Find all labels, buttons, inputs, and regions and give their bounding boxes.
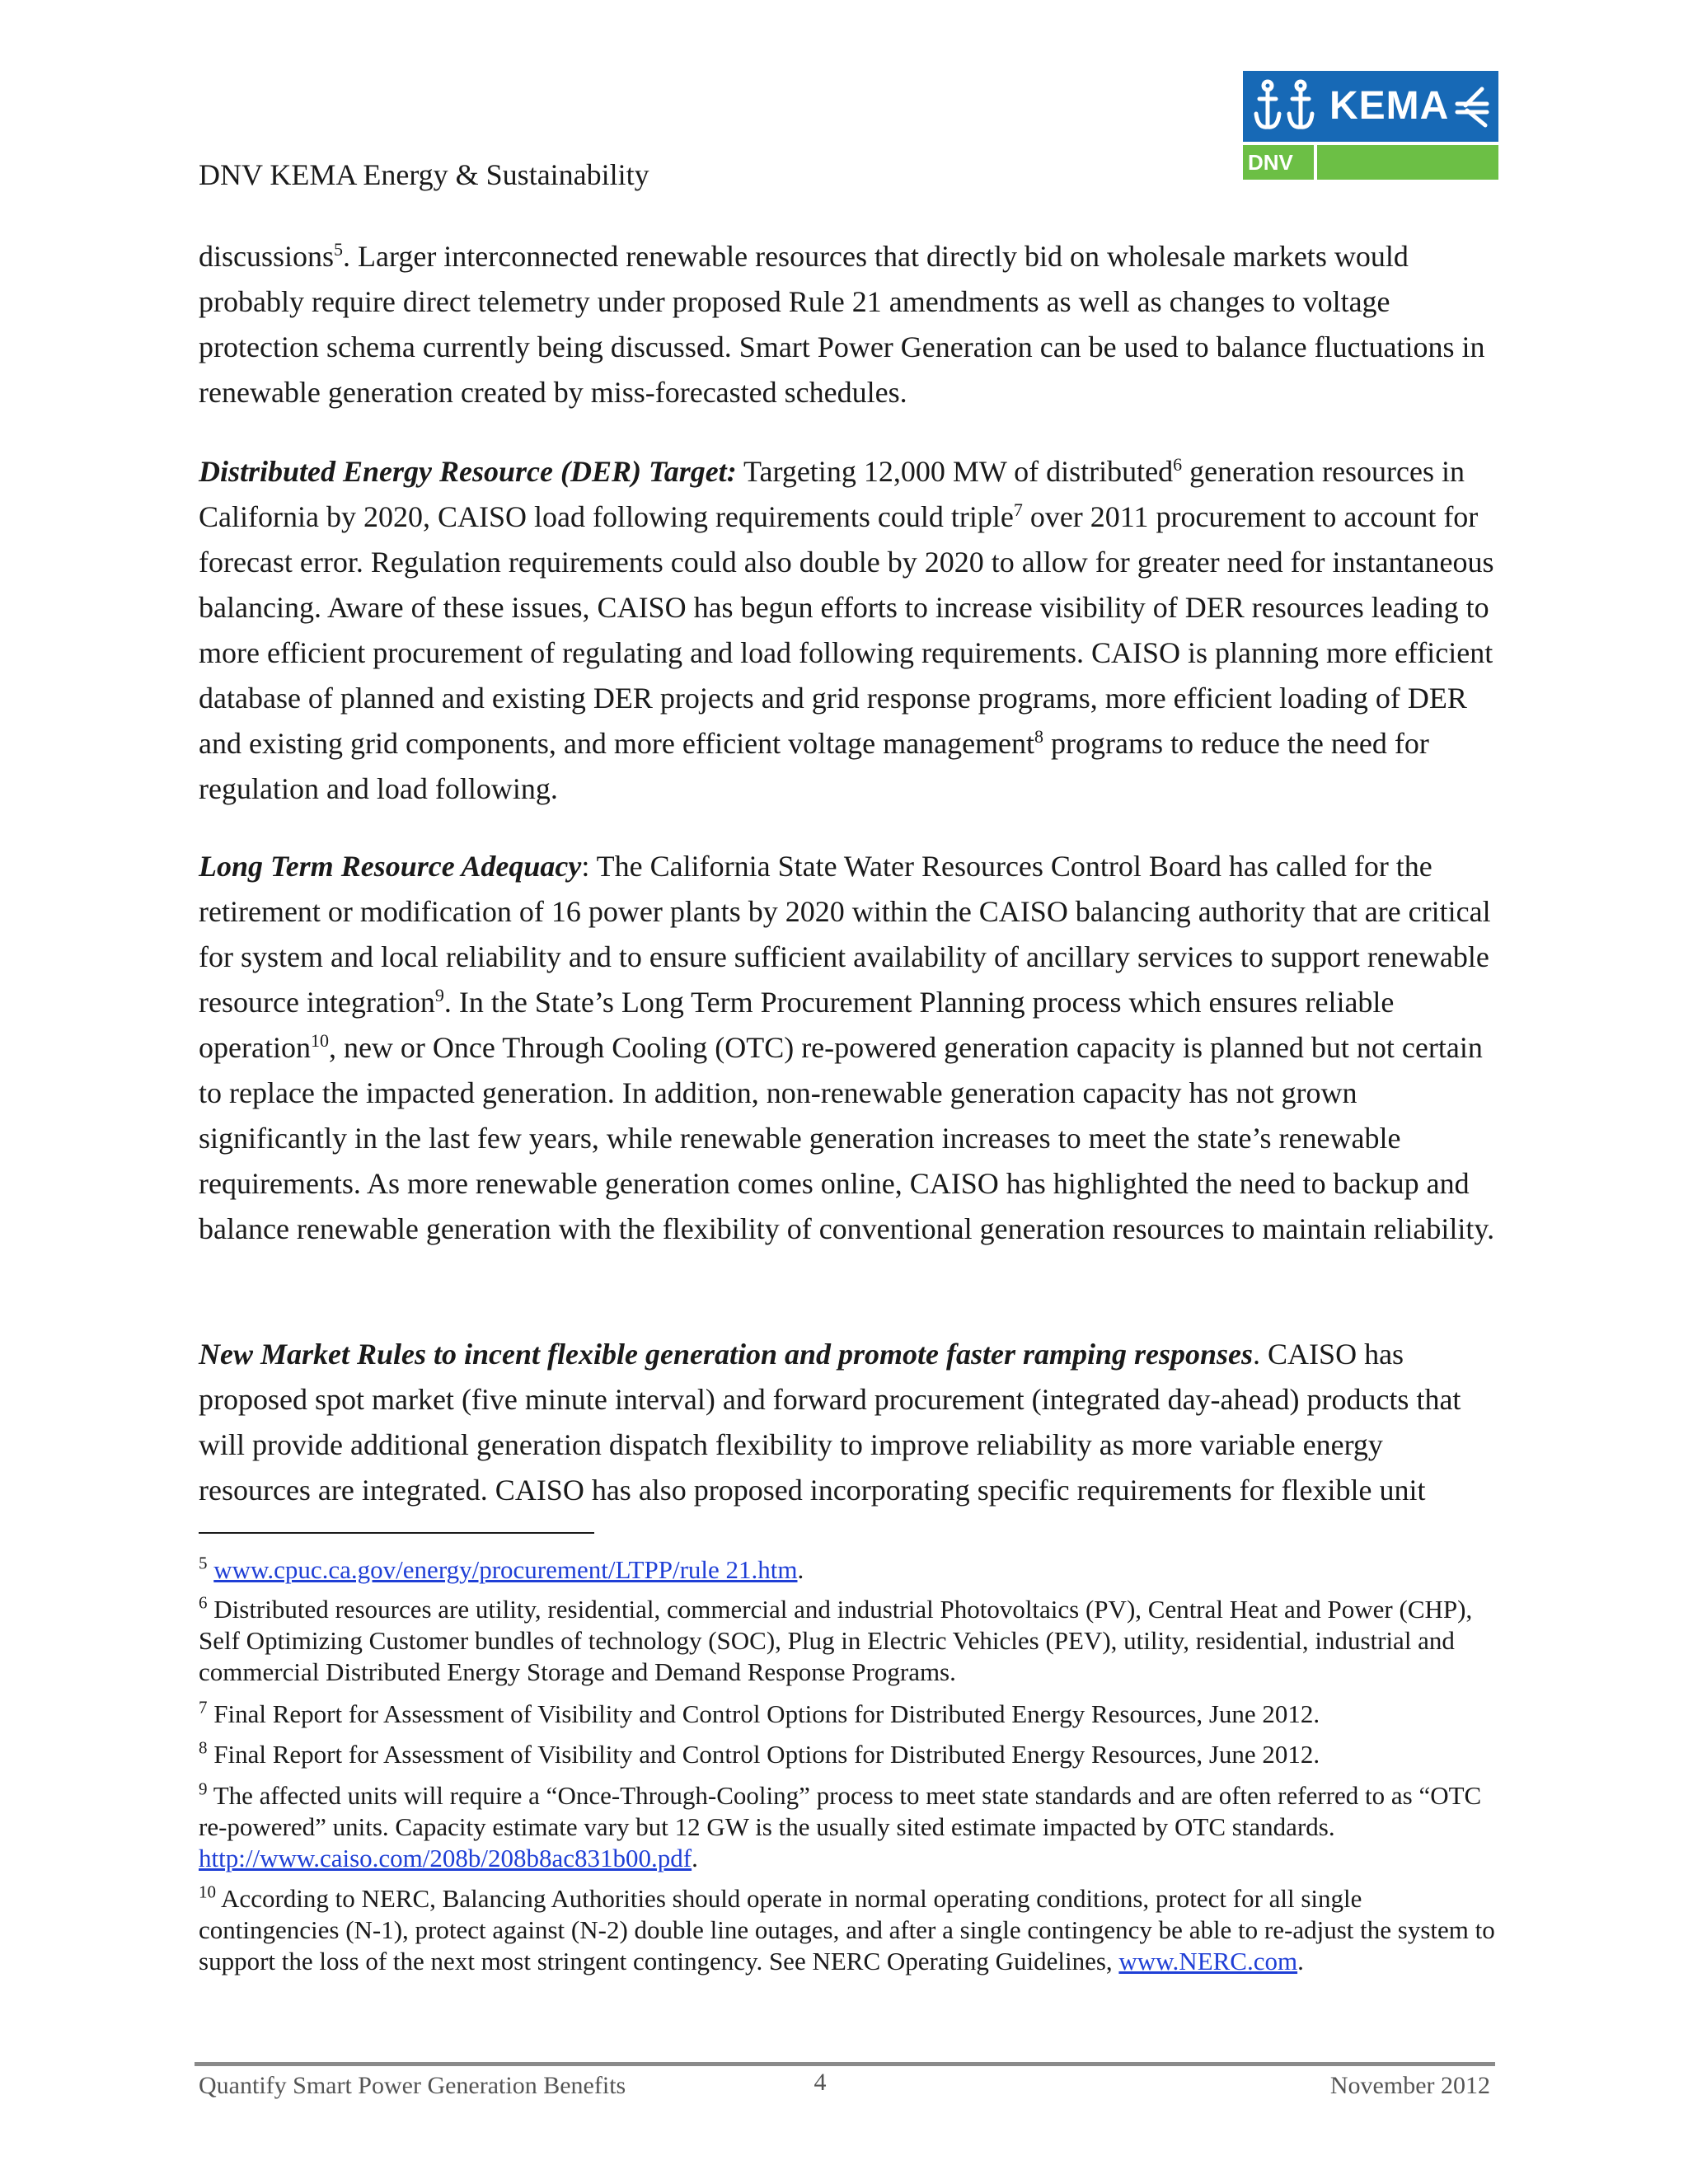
footnote-ref[interactable]: 9: [434, 985, 444, 1005]
footnote-ref[interactable]: 6: [1173, 454, 1183, 475]
footnote-ref[interactable]: 10: [310, 1030, 329, 1051]
footnote-ref[interactable]: 7: [1013, 499, 1023, 520]
paragraph-market-rules: New Market Rules to incent flexible generation and promote faster ramping responses. CAISO has proposed spot market (five minute interval) and forward procurement (integrated day-ahead) products that will provide additional generation dispatch flexibility to improve reliability as more variable energy resources are integrated. CAISO has also proposed incorporating specific requirements for flexible unit: [199, 1338, 1461, 1507]
paragraph-der-target: Distributed Energy Resource (DER) Target: Targeting 12,000 MW of distributed$^6$ generation resources in California by 2020, CAISO load following requirements could triple$^7$ over 2011 procurement to account for forecast error. Regulation requirements could also double by 2020 to allow for greater need for instantaneous balancing. Aware of these issues, CAISO has begun efforts to increase visibility of DER resources leading to more efficient procurement of regulating and load following requirements. CAISO is planning more efficient database of planned and existing DER projects and grid response programs, more efficient loading of DER and existing grid components, and more efficient voltage management$^8$ programs to reduce the need for regulation and load following.: [199, 454, 1494, 805]
footnote-link[interactable]: www.NERC.com: [1118, 1947, 1298, 1975]
anchor-figures-icon: [1251, 77, 1319, 135]
paragraph-1: discussions$^5$. Larger interconnected renewable resources that directly bid on wholesale markets would probably require direct telemetry under proposed Rule 21 amendments as well as changes to voltage protection schema currently being discussed. Smart Power Generation can be used to balance fluctuations in renewable generation created by miss-forecasted schedules.: [199, 239, 1485, 409]
footnote-ref[interactable]: 8: [1034, 726, 1044, 747]
footer-rule: [195, 2062, 1495, 2066]
footnote-separator: [199, 1532, 594, 1534]
logo-blue-band: [1243, 71, 1498, 142]
footnote-5: $^5$ www.cpuc.ca.gov/energy/procurement/LTPP/rule 21.htm.: [199, 1553, 804, 1584]
footnote-ref[interactable]: 5: [334, 239, 344, 260]
footnote-link[interactable]: www.cpuc.ca.gov/energy/procurement/LTPP/rule 21.htm: [213, 1555, 798, 1584]
footnote-10: $^{10}$ According to NERC, Balancing Authorities should operate in normal operating conditions, protect for all single contingencies (N-1), protect against (N-2) double line outages, and after a single contingency be able to re-adjust the system to support the loss of the next most stringent contingency. See NERC Operating Guidelines, www.NERC.com.: [199, 1882, 1495, 1975]
page-number: 4: [814, 2069, 827, 2096]
logo-sub-brand-text: DNV: [1248, 150, 1293, 175]
logo-green-band-right: [1317, 145, 1498, 180]
footnote-link[interactable]: http://www.caiso.com/208b/208b8ac831b00.pdf: [199, 1844, 692, 1872]
footer-date: November 2012: [1329, 2072, 1490, 2099]
logo-brand-text: KEMA: [1329, 84, 1450, 128]
logo-green-band-left: [1243, 145, 1314, 180]
footnote-6: $^6$ Distributed resources are utility, residential, commercial and industrial Photovoltaics (PV), Central Heat and Power (CHP), Self Optimizing Customer bundles of technology (SOC), Plug in Electric Vehicles (PEV), utility, residential, industrial and commercial Distributed Energy Storage and Demand Response Programs.: [199, 1592, 1473, 1686]
paragraph-heading: Long Term Resource Adequacy: [199, 850, 582, 883]
kema-anchor-logo-icon: [1243, 71, 1498, 180]
kema-mark-icon: [1452, 84, 1492, 129]
footnote-8: $^8$ Final Report for Assessment of Visibility and Control Options for Distributed Energy Resources, June 2012.: [199, 1737, 1320, 1769]
paragraph-heading: New Market Rules to incent flexible generation and promote faster ramping responses: [199, 1338, 1254, 1371]
header-organization: DNV KEMA Energy & Sustainability: [199, 158, 649, 191]
footnote-7: $^7$ Final Report for Assessment of Visibility and Control Options for Distributed Energy Resources, June 2012.: [199, 1697, 1320, 1728]
footnote-9: $^9$ The affected units will require a “Once-Through-Cooling” process to meet state standards and are often referred to as “OTC re-powered” units. Capacity estimate vary but 12 GW is the usually sited estimate impacted by OTC standards. http://www.caiso.com/208b/208b8ac831b00.pdf.: [199, 1779, 1482, 1872]
footer-document-title: Quantify Smart Power Generation Benefits: [199, 2072, 626, 2099]
paragraph-resource-adequacy: Long Term Resource Adequacy: The California State Water Resources Control Board has called for the retirement or modification of 16 power plants by 2020 within the CAISO balancing authority that are critical for system and local reliability and to ensure sufficient availability of ancillary services to support renewable resource integration$^9$. In the State’s Long Term Procurement Planning process which ensures reliable operation$^{10}$, new or Once Through Cooling (OTC) re-powered generation capacity is planned but not certain to replace the impacted generation. In addition, non-renewable generation capacity has not grown significantly in the last few years, while renewable generation increases to meet the state’s renewable requirements. As more renewable generation comes online, CAISO has highlighted the need to backup and balance renewable generation with the flexibility of conventional generation resources to maintain reliability.: [199, 850, 1495, 1245]
paragraph-heading: Distributed Energy Resource (DER) Target:: [199, 455, 737, 488]
